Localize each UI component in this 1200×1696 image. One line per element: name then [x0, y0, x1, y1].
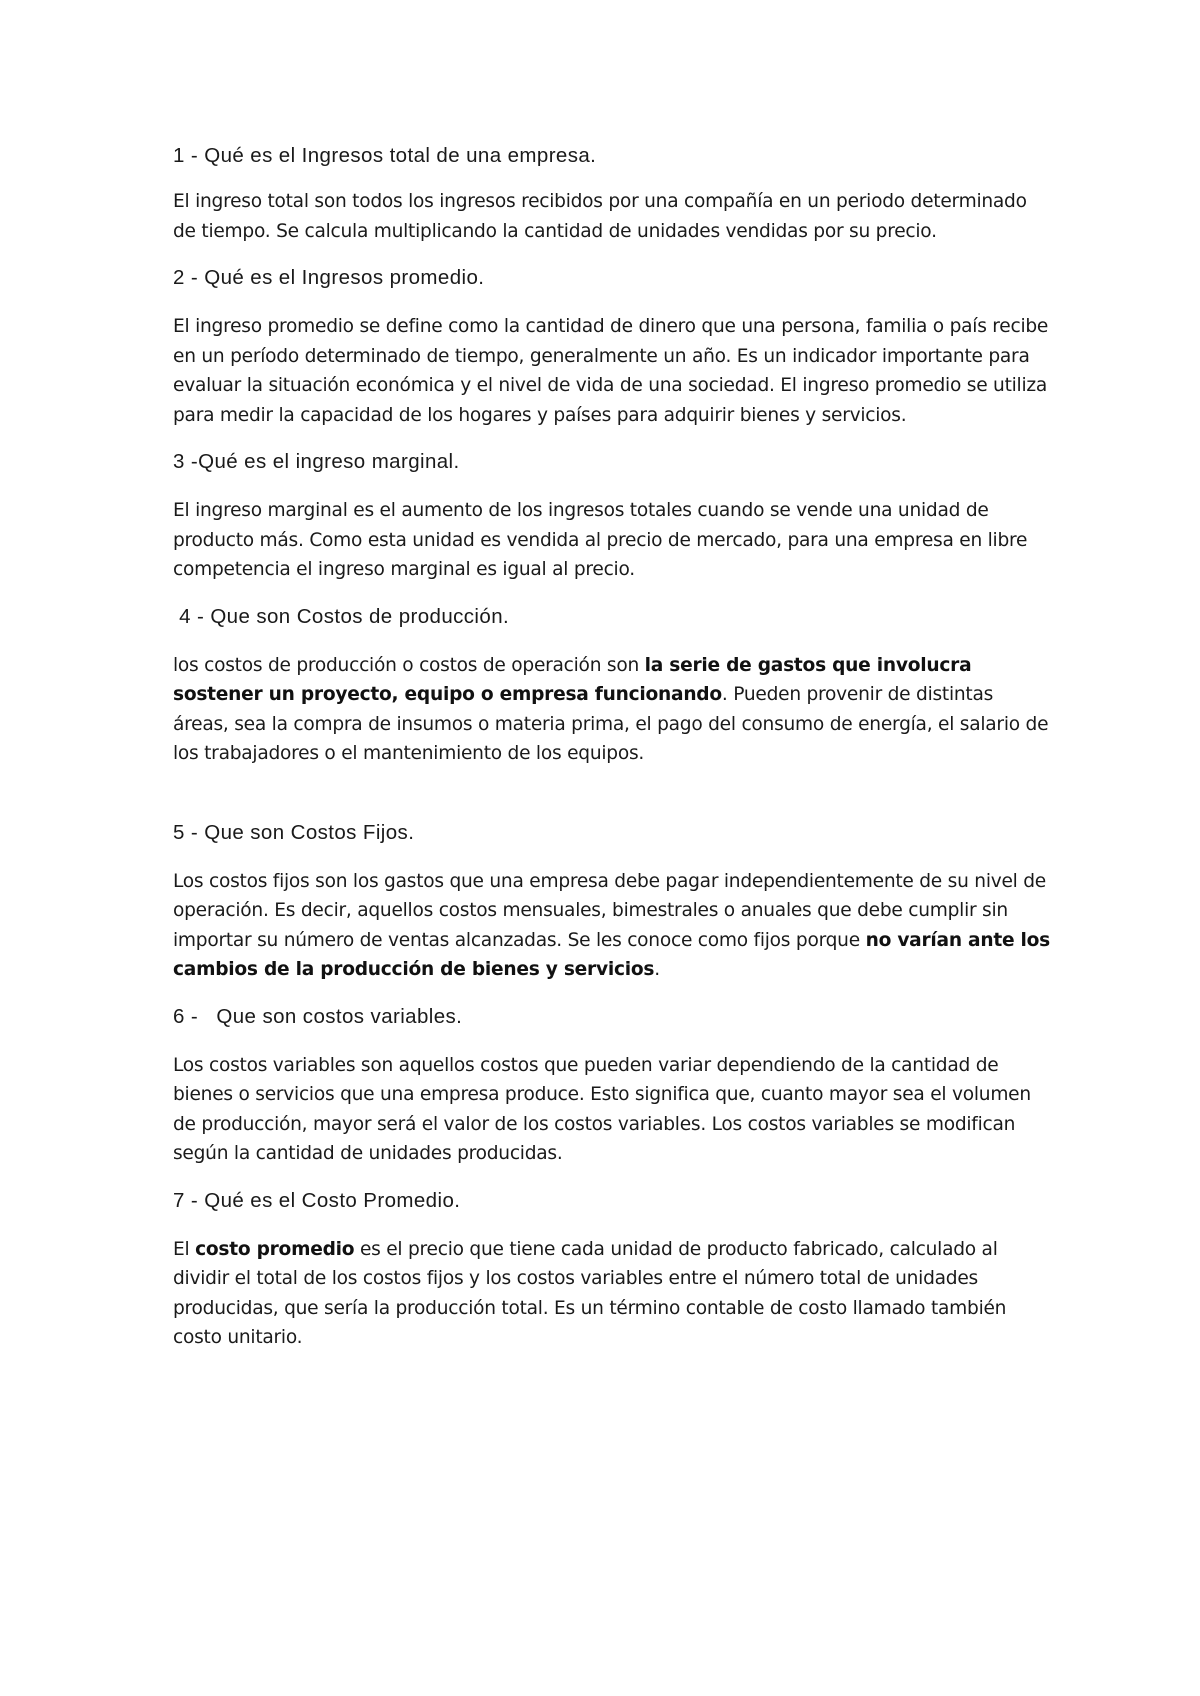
paragraph-5 [173, 867, 1053, 985]
paragraph-1: El ingreso total son todos los ingresos recibidos por una compañía en un periodo determinado de tiempo. Se calcula multiplicando la cantidad de unidades vendidas por su precio. [173, 191, 1027, 242]
heading-7: 7 - Qué es el Costo Promedio. [173, 1188, 461, 1212]
paragraph-4-text-a: los costos de producción o costos de operación son [173, 654, 645, 676]
paragraph-7-bold: costo promedio [195, 1238, 355, 1260]
heading-5: 5 - Que son Costos Fijos. [173, 820, 415, 844]
paragraph-4 [173, 651, 1053, 769]
paragraph-6: Los costos variables son aquellos costos que pueden variar dependiendo de la cantidad de bienes o servicios que una empresa produce. Esto significa que, cuanto mayor sea el volumen de producción, mayor será el valor de los costos variables. Los costos variables se modifican según la cantidad de unidades producidas. [173, 1054, 1031, 1164]
paragraph-4-text-b: . Pueden provenir de distintas áreas, sea la compra de insumos o materia prima, el pago del consumo de energía, el salario de los trabajadores o el mantenimiento de los equipos. [173, 684, 1049, 764]
heading-4: 4 - Que son Costos de producción. [173, 604, 510, 628]
heading-2: 2 - Qué es el Ingresos promedio. [173, 266, 485, 289]
paragraph-5-bold: no varían ante los cambios de la producción de bienes y servicios [173, 929, 1051, 980]
heading-1: 1 - Qué es el Ingresos total de una empresa. [173, 144, 597, 167]
paragraph-4-bold: la serie de gastos que involucra sostener un proyecto, equipo o empresa funcionando [173, 654, 972, 705]
document-body [173, 142, 1053, 1353]
paragraph-7 [173, 1235, 1053, 1353]
paragraph-2: El ingreso promedio se define como la cantidad de dinero que una persona, familia o país recibe en un período determinado de tiempo, generalmente un año. Es un indicador importante para evaluar la situación económica y el nivel de vida de una sociedad. El ingreso promedio se utiliza para medir la capacidad de los hogares y países para adquirir bienes y servicios. [173, 316, 1049, 426]
paragraph-5-text-a: Los costos fijos son los gastos que una empresa debe pagar independientemente de su nivel de operación. Es decir, aquellos costos mensuales, bimestrales o anuales que debe cumplir sin importar su número de ventas alcanzadas. Se les conoce como fijos porque [173, 870, 1046, 951]
paragraph-7-text-b: es el precio que tiene cada unidad de producto fabricado, calculado al dividir el total de los costos fijos y los costos variables entre el número total de unidades producidas, que sería la producción total. Es un término contable de costo llamado también costo unitario. [173, 1238, 1007, 1348]
paragraph-7-text-a: El [173, 1238, 196, 1260]
paragraph-5-text-b: . [654, 959, 660, 980]
heading-6: 6 - Que son costos variables. [173, 1004, 463, 1028]
heading-3: 3 -Qué es el ingreso marginal. [173, 450, 460, 473]
paragraph-3: El ingreso marginal es el aumento de los ingresos totales cuando se vende una unidad de producto más. Como esta unidad es vendida al precio de mercado, para una empresa en libre competencia el ingreso marginal es igual al precio. [173, 500, 1028, 580]
